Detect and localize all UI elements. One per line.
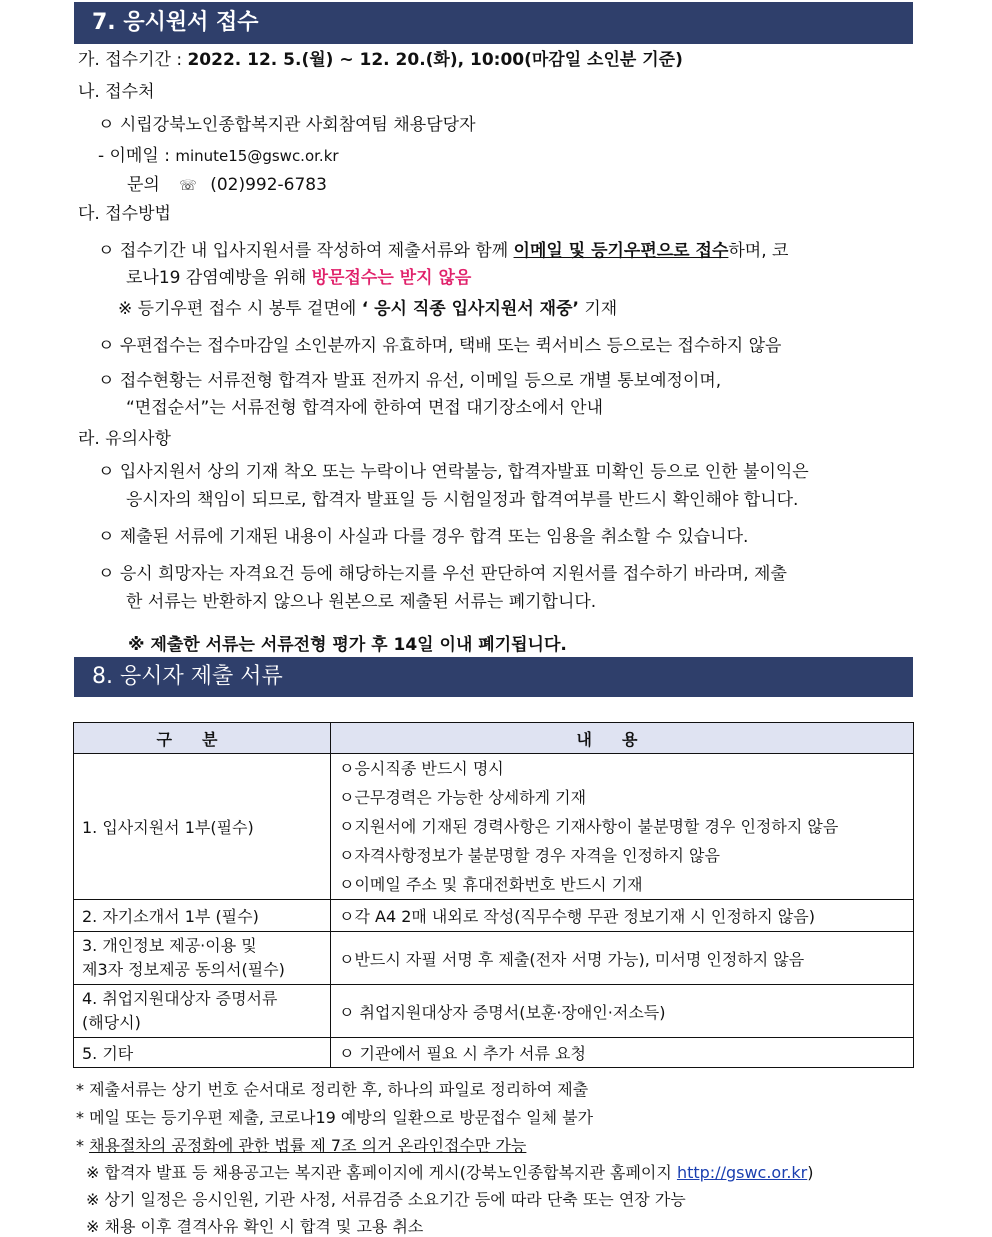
caution-item-1: ㅇ 입사지원서 상의 기재 착오 또는 누락이나 연락불능, 합격자발표 미확인 등으로 인한 불이익은 (98, 462, 809, 482)
place-label: 나. 접수처 (78, 82, 155, 102)
row4-content: ㅇ 취업지원대상자 증명서(보훈·장애인·저소득) (331, 985, 914, 1038)
row1-item: ㅇ자격사항정보가 불분명할 경우 자격을 인정하지 않음 (339, 846, 720, 865)
caution-item-2: ㅇ 제출된 서류에 기재된 내용이 사실과 다를 경우 합격 또는 임용을 취소할 수 있습니다. (98, 527, 749, 547)
method-item-1 (98, 240, 788, 262)
row3-category-b: 제3자 정보제공 동의서(필수) (82, 960, 285, 979)
note-2: * 메일 또는 등기우편 제출, 코로나19 예방의 일환으로 방문접수 일체 불가 (76, 1108, 594, 1127)
section7-title: 7. 응시원서 접수 (92, 10, 259, 35)
method-item-1-cont (126, 267, 471, 289)
homepage-link[interactable]: http://gswc.or.kr (676, 1163, 808, 1182)
row3-content: ㅇ반드시 자필 서명 후 제출(전자 서명 가능), 미서명 인정하지 않음 (331, 932, 914, 985)
row3-category (74, 932, 331, 985)
row5-category: 5. 기타 (74, 1038, 331, 1068)
row4-category-a: 4. 취업지원대상자 증명서류 (82, 989, 278, 1008)
method-1c: 하며, 코 (728, 241, 789, 261)
caution-item-3-cont: 한 서류는 반환하지 않으나 원본으로 제출된 서류는 폐기합니다. (126, 592, 597, 612)
documents-table (73, 722, 914, 1068)
row4-category-b: (해당시) (82, 1013, 141, 1032)
section7-header (74, 2, 913, 44)
section8-header (74, 657, 913, 697)
table-row (74, 1038, 914, 1068)
method-item-3: ㅇ 접수현황는 서류전형 합격자 발표 전까지 유선, 이메일 등으로 개별 통보예정이며, (98, 371, 722, 391)
row1-category: 1. 입사지원서 1부(필수) (74, 754, 331, 900)
row2-category: 2. 자기소개서 1부 (필수) (74, 900, 331, 932)
col-content-header: 내용 (331, 723, 914, 754)
row4-category (74, 985, 331, 1038)
section8-title: 8. 응시자 제출 서류 (92, 664, 283, 689)
note-4 (86, 1160, 814, 1183)
email-label: - 이메일 : (98, 146, 176, 166)
contact-phone: (02)992-6783 (210, 175, 327, 195)
row1-item: ㅇ근무경력은 가능한 상세하게 기재 (339, 788, 587, 807)
table-row (74, 985, 914, 1038)
contact-line (127, 174, 327, 197)
method-note (118, 298, 617, 320)
phone-icon: ☏ (179, 178, 197, 194)
period-value: 2022. 12. 5.(월) ~ 12. 20.(화), 10:00(마감일 소인분 기준) (187, 50, 683, 70)
method-note-b: ‘ 응시 직종 입사지원서 재중’ (361, 299, 579, 319)
method-1b: 이메일 및 등기우편으로 접수 (513, 241, 729, 261)
caution-item-3: ㅇ 응시 희망자는 자격요건 등에 해당하는지를 우선 판단하여 지원서를 접수하기 바라며, 제출 (98, 564, 787, 584)
method-1a: ㅇ 접수기간 내 입사지원서를 작성하여 제출서류와 함께 (98, 241, 514, 261)
method-item-3-cont: “면접순서”는 서류전형 합격자에 한하여 면접 대기장소에서 안내 (126, 398, 604, 418)
note-4-text: ※ 합격자 발표 등 채용공고는 복지관 홈페이지에 게시(강북노인종합복지관 홈페이지 (86, 1163, 677, 1182)
method-note-a: ※ 등기우편 접수 시 봉투 겉면에 (118, 299, 362, 319)
method-item-2: ㅇ 우편접수는 접수마감일 소인분까지 유효하며, 택배 또는 퀵서비스 등으로는 접수하지 않음 (98, 336, 782, 356)
note-1: * 제출서류는 상기 번호 순서대로 정리한 후, 하나의 파일로 정리하여 제출 (76, 1080, 589, 1099)
period-label: 가. 접수기간 : (78, 50, 188, 70)
row1-item: ㅇ이메일 주소 및 휴대전화번호 반드시 기재 (339, 875, 643, 894)
table-header-row (74, 723, 914, 754)
table-row (74, 754, 914, 900)
note-4-close: ) (807, 1163, 814, 1182)
place-org: ㅇ 시립강북노인종합복지관 사회참여팀 채용담당자 (98, 115, 476, 135)
note-5: ※ 상기 일정은 응시인원, 기관 사정, 서류검증 소요기간 등에 따라 단축 또는 연장 가능 (86, 1190, 686, 1209)
caution-label: 라. 유의사항 (78, 429, 171, 449)
method-1e: 방문접수는 받지 않음 (311, 268, 472, 288)
method-label: 다. 접수방법 (78, 204, 171, 224)
row1-item: ㅇ지원서에 기재된 경력사항은 기재사항이 불분명할 경우 인정하지 않음 (339, 817, 839, 836)
method-1d: 로나19 감염예방을 위해 (126, 268, 312, 288)
table-row (74, 932, 914, 985)
note-6: ※ 채용 이후 결격사유 확인 시 합격 및 고용 취소 (86, 1217, 424, 1236)
row1-content (331, 754, 914, 900)
email-line (98, 145, 339, 167)
contact-label: 문의 (127, 175, 160, 195)
col-category-header: 구분 (74, 723, 331, 754)
caution-item-1-cont: 응시자의 책임이 되므로, 합격자 발표일 등 시험일정과 합격여부를 반드시 확인해야 합니다. (126, 490, 799, 510)
row1-item: ㅇ응시직종 반드시 명시 (339, 759, 504, 778)
table-row (74, 900, 914, 932)
row2-content: ㅇ각 A4 2매 내외로 작성(직무수행 무관 정보기재 시 인정하지 않음) (331, 900, 914, 932)
email-value: minute15@gswc.or.kr (175, 147, 339, 165)
caution-note: ※ 제출한 서류는 서류전형 평가 후 14일 이내 폐기됩니다. (128, 635, 567, 655)
note-3 (76, 1133, 526, 1156)
method-note-c: 기재 (578, 299, 618, 319)
note-3-text: 채용절차의 공정화에 관한 법률 제 7조 의거 온라인접수만 가능 (89, 1136, 527, 1155)
row5-content: ㅇ 기관에서 필요 시 추가 서류 요청 (331, 1038, 914, 1068)
period-line (78, 49, 683, 71)
row3-category-a: 3. 개인정보 제공·이용 및 (82, 936, 257, 955)
note-3-star: * (76, 1136, 90, 1155)
